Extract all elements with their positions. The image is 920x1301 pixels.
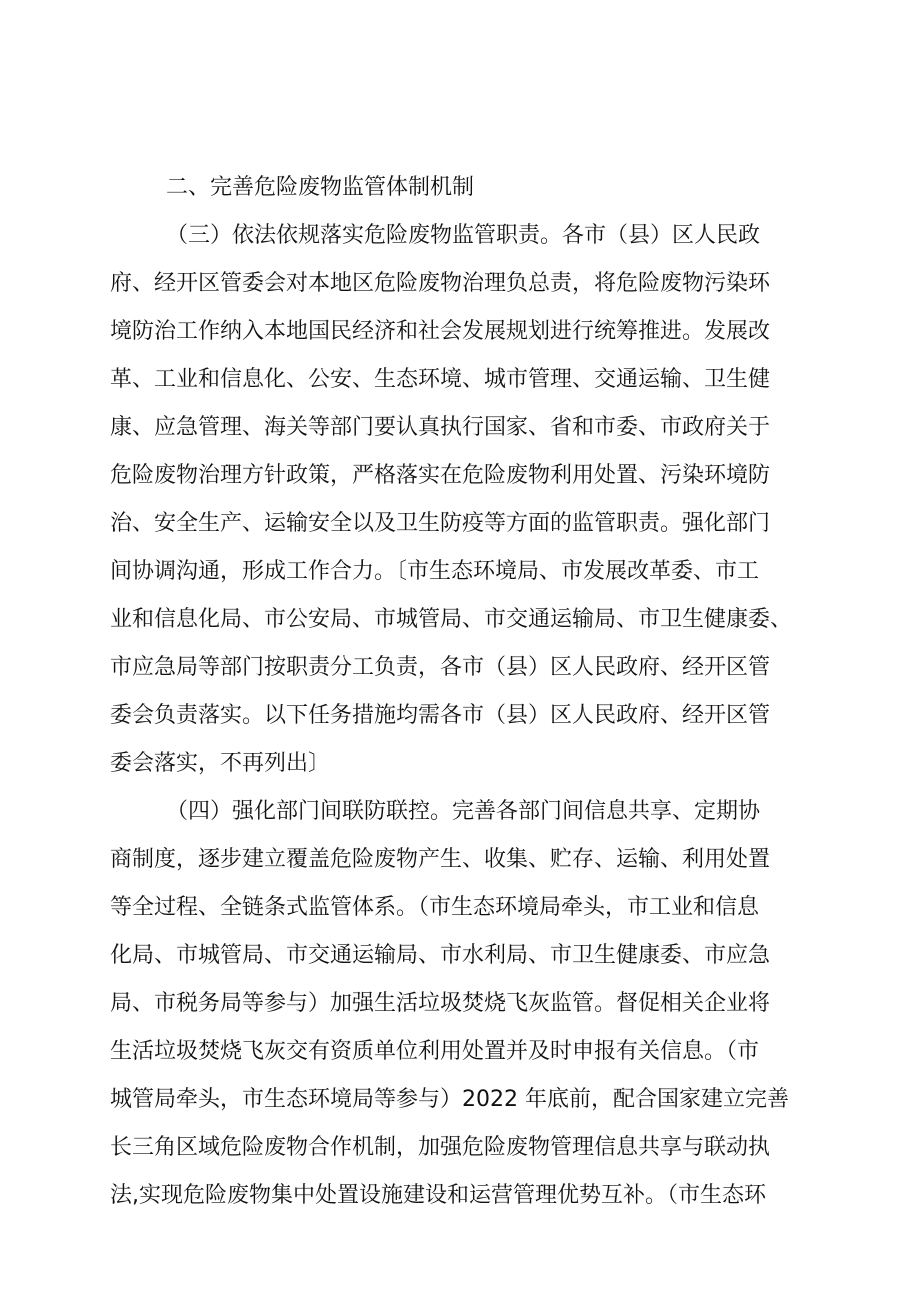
paragraph-line: 城管局牵头，市生态环境局等参与）2022 年底前，配合国家建立完善 xyxy=(110,1087,789,1112)
paragraph-line: 境防治工作纳入本地国民经济和社会发展规划进行统筹推进。发展改 xyxy=(110,319,771,344)
paragraph-line: 局、市税务局等参与）加强生活垃圾焚烧飞灰监管。督促相关企业将 xyxy=(110,991,771,1016)
paragraph-line: 委会负责落实。以下任务措施均需各市（县）区人民政府、经开区管 xyxy=(110,703,771,728)
paragraph-line: 府、经开区管委会对本地区危险废物治理负总责，将危险废物污染环 xyxy=(110,271,771,296)
paragraph-line: 治、安全生产、运输安全以及卫生防疫等方面的监管职责。强化部门 xyxy=(110,511,771,536)
paragraph-line: 生活垃圾焚烧飞灰交有资质单位利用处置并及时申报有关信息。（市 xyxy=(110,1039,760,1064)
paragraph-line: 委会落实，不再列出〕 xyxy=(110,751,331,776)
paragraph-line: 长三角区域危险废物合作机制，加强危险废物管理信息共享与联动执 xyxy=(110,1135,771,1160)
paragraph-line: （四）强化部门间联防联控。完善各部门间信息共享、定期协 xyxy=(166,799,761,824)
section-heading: 二、完善危险废物监管体制机制 xyxy=(166,175,475,200)
paragraph-line: （三）依法依规落实危险废物监管职责。各市（县）区人民政 xyxy=(166,223,761,248)
paragraph-line: 间协调沟通，形成工作合力。〔市生态环境局、市发展改革委、市工 xyxy=(110,559,760,584)
paragraph-line: 危险废物治理方针政策，严格落实在危险废物利用处置、污染环境防 xyxy=(110,463,771,488)
paragraph-line: 法,实现危险废物集中处置设施建设和运营管理优势互补。（市生态环 xyxy=(110,1183,766,1208)
paragraph-line: 革、工业和信息化、公安、生态环境、城市管理、交通运输、卫生健 xyxy=(110,367,771,392)
paragraph-line: 业和信息化局、市公安局、市城管局、市交通运输局、市卫生健康委、 xyxy=(110,607,793,632)
paragraph-line: 化局、市城管局、市交通运输局、市水利局、市卫生健康委、市应急 xyxy=(110,943,771,968)
paragraph-line: 等全过程、全链条式监管体系。（市生态环境局牵头，市工业和信息 xyxy=(110,895,760,920)
paragraph-line: 商制度，逐步建立覆盖危险废物产生、收集、贮存、运输、利用处置 xyxy=(110,847,771,872)
paragraph-line: 康、应急管理、海关等部门要认真执行国家、省和市委、市政府关于 xyxy=(110,415,771,440)
paragraph-line: 市应急局等部门按职责分工负责，各市（县）区人民政府、经开区管 xyxy=(110,655,771,680)
